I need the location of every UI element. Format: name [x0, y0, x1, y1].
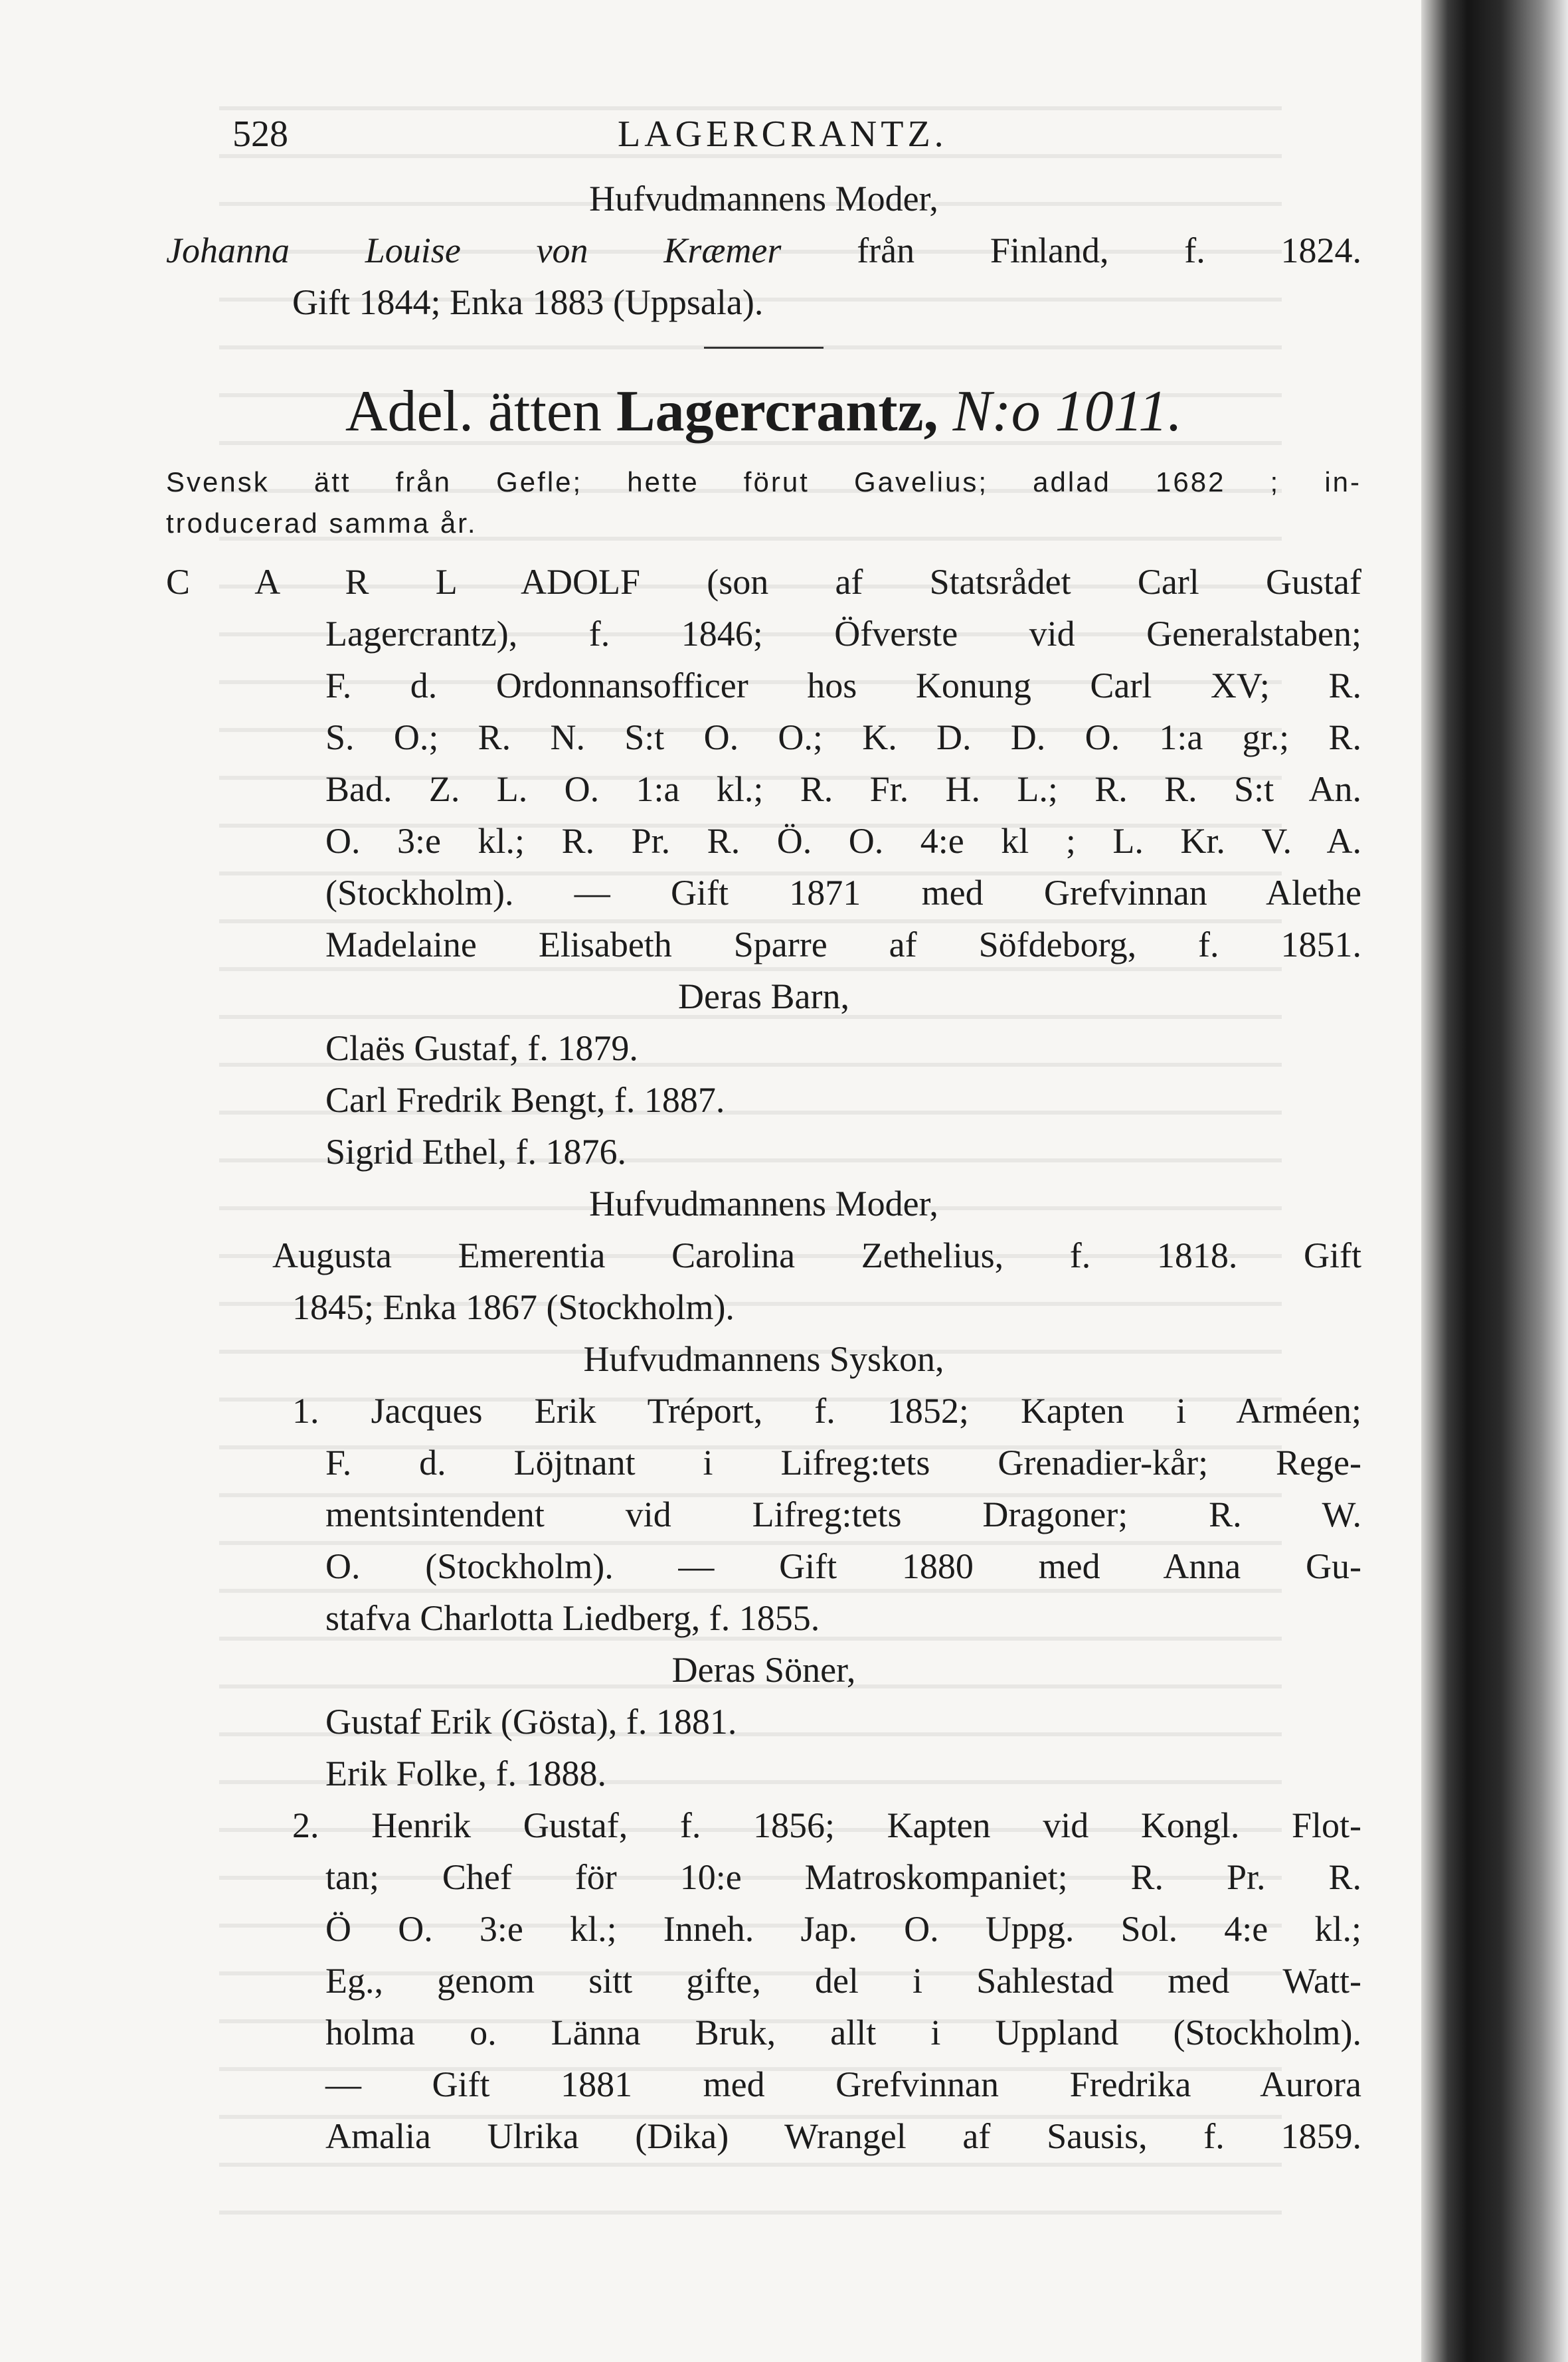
- siblings-heading: Hufvudmannens Syskon,: [583, 1339, 944, 1379]
- family-title-prefix: Adel. ätten: [345, 379, 602, 444]
- sibling1-line: F. d. Löjtnant i Lifreg:tets Grenadier-kår; Rege-: [325, 1443, 1361, 1483]
- sibling2-line: tan; Chef för 10:e Matroskompaniet; R. Pr. R.: [325, 1857, 1361, 1897]
- head-line: (Stockholm). — Gift 1871 med Grefvinnan Alethe: [325, 873, 1361, 913]
- child-entry: Carl Fredrik Bengt, f. 1887.: [325, 1080, 725, 1120]
- children-heading: Deras Barn,: [678, 976, 849, 1016]
- head-line: O. 3:e kl.; R. Pr. R. Ö. O. 4:e kl ; L. Kr. V. A.: [325, 821, 1361, 861]
- section-divider: [704, 347, 824, 349]
- page-header: [166, 113, 1361, 173]
- sibling1-line: O. (Stockholm). — Gift 1880 med Anna Gu-: [325, 1546, 1361, 1586]
- mother-entry-line2: 1845; Enka 1867 (Stockholm).: [292, 1287, 735, 1327]
- sibling2-line: 2. Henrik Gustaf, f. 1856; Kapten vid Kongl. Flot-: [292, 1805, 1361, 1845]
- sibling1-line: stafva Charlotta Liedberg, f. 1855.: [325, 1598, 820, 1638]
- head-line: Lagercrantz), f. 1846; Öfverste vid Generalstaben;: [325, 614, 1361, 654]
- mother-heading-top: Hufvudmannens Moder,: [589, 179, 938, 219]
- mother-heading: Hufvudmannens Moder,: [589, 1184, 938, 1224]
- family-title-number: N:o 1011.: [952, 379, 1183, 444]
- sons-heading: Deras Söner,: [671, 1650, 856, 1690]
- sibling2-line: — Gift 1881 med Grefvinnan Fredrika Aurora: [325, 2064, 1361, 2104]
- book-binding-edge: [1421, 0, 1568, 2362]
- head-line: F. d. Ordonnansofficer hos Konung Carl XV; R.: [325, 666, 1361, 705]
- sibling2-line: Amalia Ulrika (Dika) Wrangel af Sausis, f. 1859.: [325, 2116, 1361, 2156]
- family-intro-line2: troducerad samma år.: [166, 507, 478, 539]
- child-entry: Claës Gustaf, f. 1879.: [325, 1028, 638, 1068]
- son-entry: Erik Folke, f. 1888.: [325, 1754, 606, 1793]
- head-line: C A R L ADOLF (son af Statsrådet Carl Gustaf: [166, 562, 1361, 602]
- sibling2-line: holma o. Länna Bruk, allt i Uppland (Stockholm).: [325, 2013, 1361, 2052]
- child-entry: Sigrid Ethel, f. 1876.: [325, 1132, 626, 1172]
- family-title: [166, 375, 1361, 448]
- head-line: Bad. Z. L. O. 1:a kl.; R. Fr. H. L.; R. R. S:t An.: [325, 769, 1361, 809]
- sibling1-line: 1. Jacques Erik Tréport, f. 1852; Kapten i Arméen;: [292, 1391, 1361, 1431]
- mother-name-top: Johanna Louise von Kræmer: [166, 230, 782, 270]
- head-line: Madelaine Elisabeth Sparre af Söfdeborg, f. 1851.: [325, 925, 1361, 964]
- mother-entry-top-line1: [166, 225, 1361, 276]
- mother-entry-top-line2: Gift 1844; Enka 1883 (Uppsala).: [292, 282, 764, 322]
- son-entry: Gustaf Erik (Gösta), f. 1881.: [325, 1702, 737, 1742]
- sibling1-line: mentsintendent vid Lifreg:tets Dragoner; R. W.: [325, 1495, 1361, 1534]
- mother-entry-line1: Augusta Emerentia Carolina Zethelius, f. 1818. Gift: [272, 1235, 1361, 1275]
- page-content: [166, 113, 1361, 2162]
- head-line: S. O.; R. N. S:t O. O.; K. D. D. O. 1:a gr.; R.: [325, 717, 1361, 757]
- sibling2-line: Eg., genom sitt gifte, del i Sahlestad med Watt-: [325, 1961, 1361, 2001]
- family-title-name: Lagercrantz,: [616, 379, 938, 444]
- mother-detail-top: från Finland, f. 1824.: [857, 230, 1362, 270]
- page-number: 528: [232, 114, 288, 155]
- running-head: LAGERCRANTZ.: [618, 114, 948, 155]
- family-intro-line1: Svensk ätt från Gefle; hette förut Gavelius; adlad 1682 ; in-: [166, 466, 1361, 498]
- sibling2-line: Ö O. 3:e kl.; Inneh. Jap. O. Uppg. Sol. 4:e kl.;: [325, 1909, 1361, 1949]
